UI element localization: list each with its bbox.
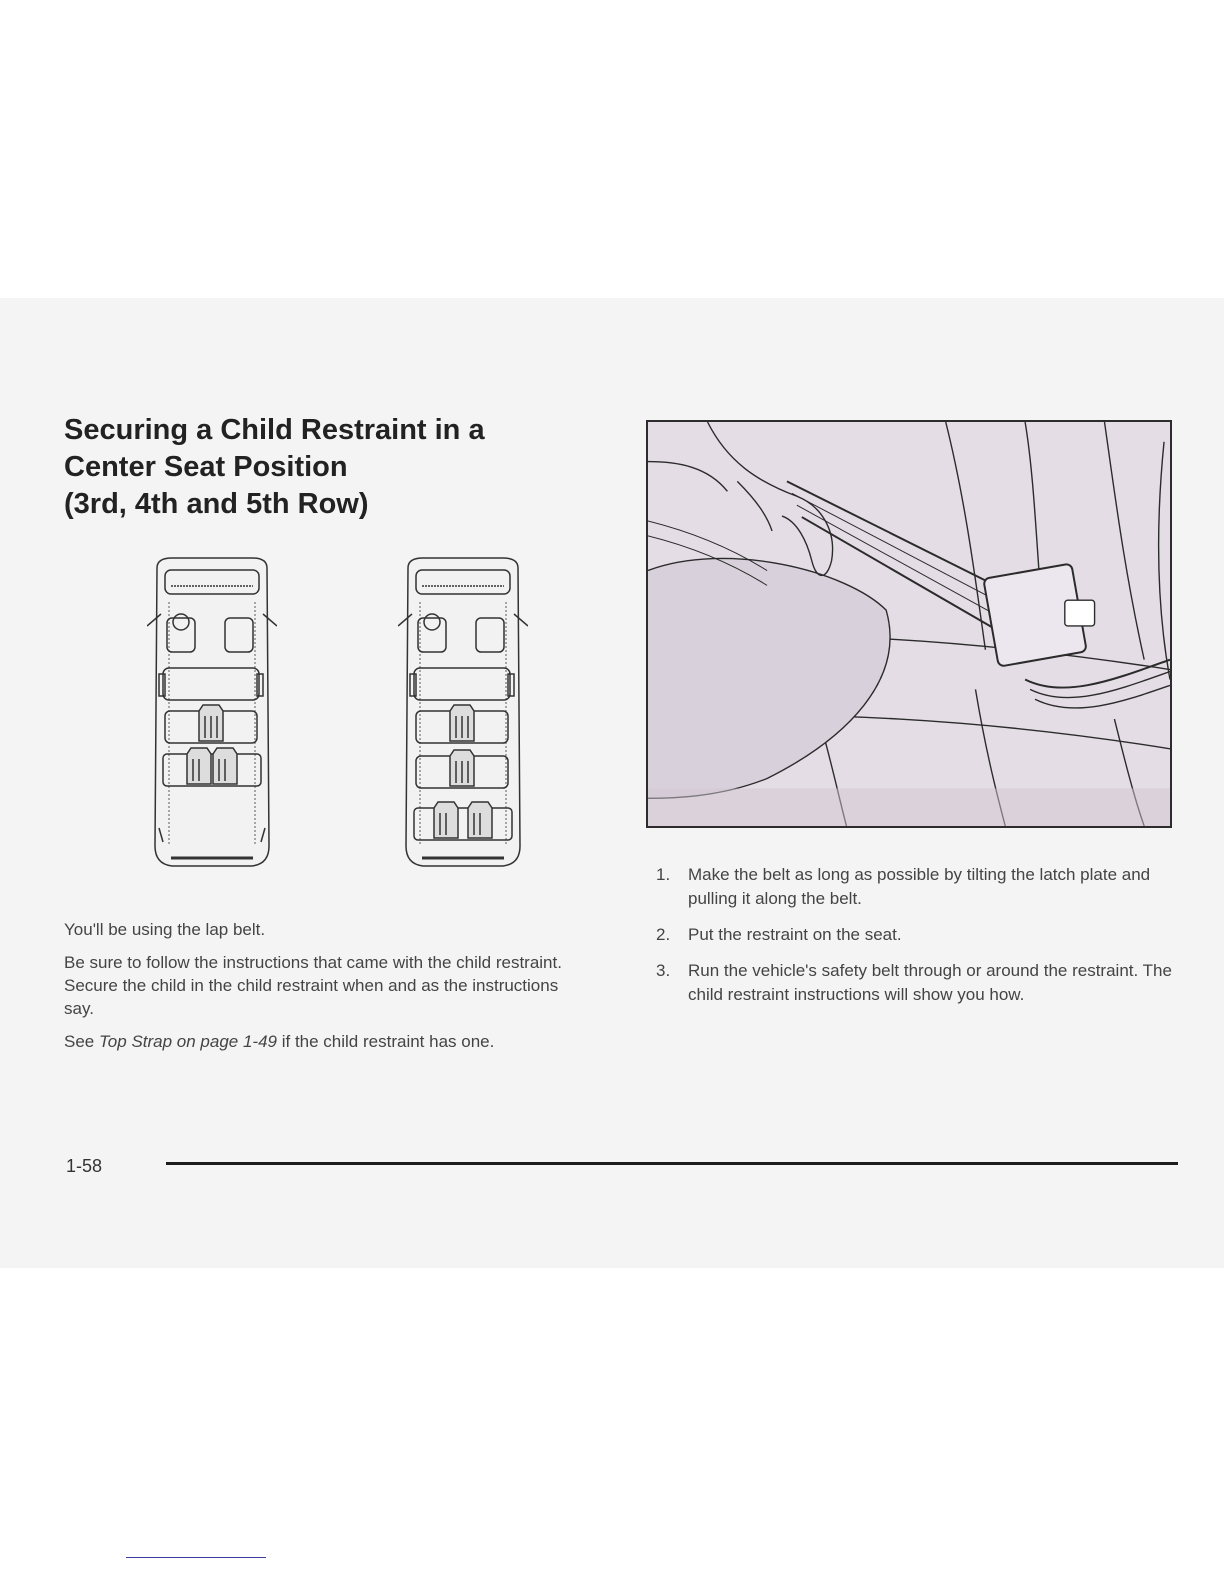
van-seating-diagram-left — [147, 556, 277, 870]
step-text: Make the belt as long as possible by tilting the latch plate and pulling it along the belt. — [688, 865, 1151, 908]
paragraph-instructions: Be sure to follow the instructions that came with the child restraint. Secure the child in the child restraint when and as the instructions say. — [64, 953, 562, 1018]
van-seating-diagram-right — [398, 556, 528, 870]
page-number: 1-58 — [66, 1156, 103, 1176]
step-number: 1. — [656, 865, 671, 884]
footer-divider — [166, 1162, 1178, 1165]
bottom-link-underline — [126, 1557, 266, 1558]
step-text: Run the vehicle's safety belt through or around the restraint. The child restraint instructions will show you how. — [688, 961, 1172, 1004]
step-3 — [656, 959, 1186, 1007]
step-2 — [656, 923, 1186, 947]
heading-line-2: Center Seat Position — [64, 451, 348, 483]
belt-latch-illustration — [646, 420, 1172, 828]
section-heading — [64, 412, 584, 523]
paragraph-top-strap — [64, 1030, 564, 1053]
paragraph-lap-belt: You'll be using the lap belt. — [64, 920, 266, 939]
heading-line-1: Securing a Child Restraint in a — [64, 414, 485, 446]
step-number: 2. — [656, 925, 671, 944]
instruction-steps — [656, 863, 1186, 1019]
step-1 — [656, 863, 1186, 911]
heading-line-3: (3rd, 4th and 5th Row) — [64, 488, 369, 520]
top-strap-reference[interactable]: Top Strap on page 1-49 — [98, 1032, 277, 1051]
top-strap-suffix: if the child restraint has one. — [277, 1032, 495, 1051]
left-column-text — [64, 918, 564, 1063]
top-strap-prefix: See — [64, 1032, 99, 1051]
step-text: Put the restraint on the seat. — [688, 925, 902, 944]
step-number: 3. — [656, 961, 671, 980]
